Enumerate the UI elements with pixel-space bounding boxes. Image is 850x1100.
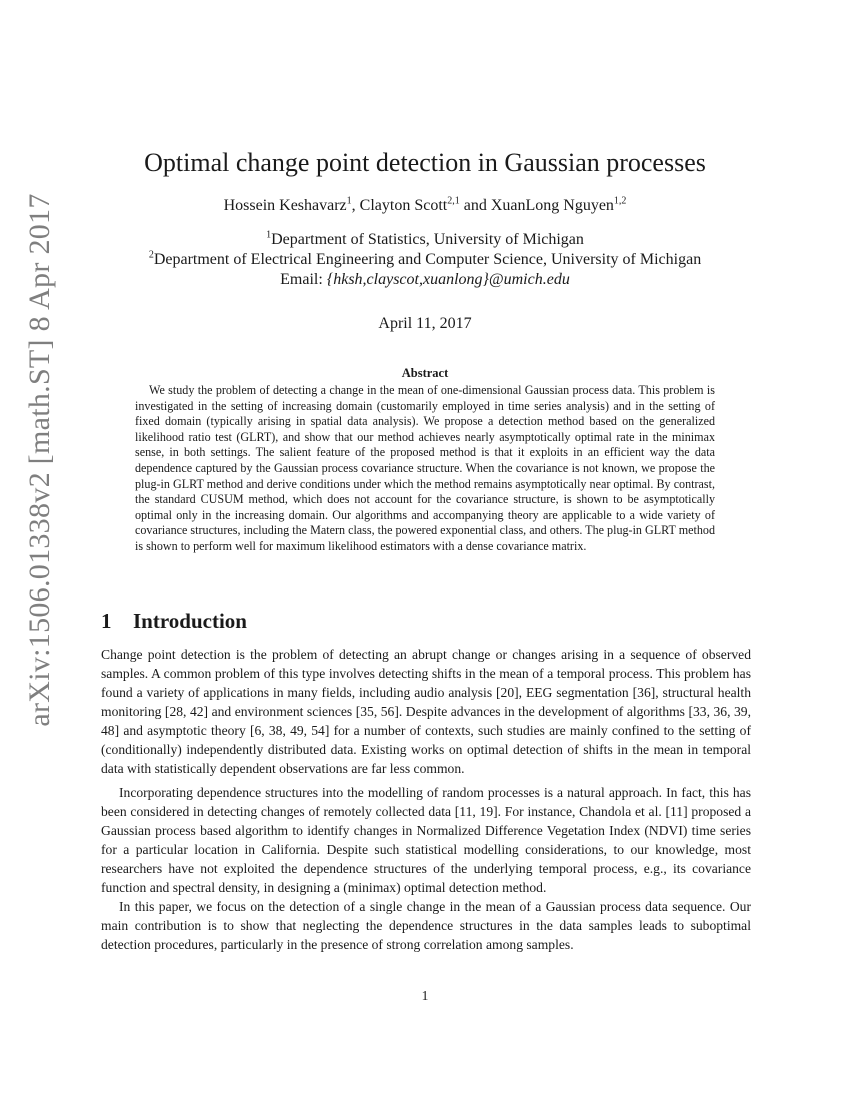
- affiliation-text: Department of Statistics, University of Michigan: [271, 231, 584, 248]
- body-paragraph: In this paper, we focus on the detection of a single change in the mean of a Gaussian process data sequence. Our main contribution is to show that neglecting the dependence structures in the data samples leads to suboptimal detection procedures, particularly in the presence of strong correlation among samples.: [101, 899, 751, 952]
- publication-date: April 11, 2017: [378, 315, 472, 332]
- author-affiliation-mark: 2,1: [447, 195, 460, 207]
- section-title: Introduction: [133, 609, 247, 633]
- page-number: 1: [421, 988, 429, 1003]
- affiliation: [100, 251, 750, 269]
- author-affiliation-mark: 1: [346, 195, 352, 207]
- author-separator: and: [459, 197, 491, 214]
- abstract-text: We study the problem of detecting a change in the mean of one-dimensional Gaussian process data. This problem is investigated in the setting of increasing domain (customarily employed in time series analysis) and in the setting of fixed domain (typically arising in spatial data analysis). We propose a detection method based on the generalized likelihood ratio test (GLRT), and show that our method achieves nearly asymptotically optimal rate in the minimax sense, in both settings. The salient feature of the proposed method is that it exploits in an efficient way the data dependence captured by the Gaussian process covariance structure. When the covariance is not known, we propose the plug-in GLRT method and derive conditions under which the method remains asymptotically near optimal. By contrast, the standard CUSUM method, which does not account for the covariance structure, is shown to be asymptotically optimal only in the increasing domain. Our algorithms and accompanying theory are applicable to a wide variety of covariance structures, including the Matern class, the powered exponential class, and others. The plug-in GLRT method is shown to perform well for maximum likelihood estimators with a dense covariance matrix.: [135, 383, 715, 553]
- arxiv-identifier: arXiv:1506.01338v2 [math.ST] 8 Apr 2017: [23, 193, 56, 727]
- contact-email: [100, 271, 750, 289]
- author-list: [100, 197, 750, 215]
- affiliation-mark: 1: [266, 229, 272, 241]
- body-paragraph: Change point detection is the problem of detecting an abrupt change or changes arising in a sequence of observed samples. A common problem of this type involves detecting shifts in the mean of a temporal process. This problem has found a variety of applications in many fields, including audio analysis [20], EEG segmentation [36], structural health monitoring [28, 42] and environment sciences [35, 56]. Despite advances in the development of algorithms [33, 36, 39, 48] and asymptotic theory [6, 38, 49, 54] for a number of contexts, such studies are mainly confined to the setting of (conditionally) independently distributed data. Existing works on optimal detection of shifts in the mean in temporal data with statistically dependent observations are far less common.: [101, 647, 751, 776]
- affiliation-text: Department of Electrical Engineering and Computer Science, University of Michigan: [153, 251, 702, 268]
- author-name: Hossein Keshavarz: [223, 197, 347, 214]
- paper-title: Optimal change point detection in Gaussian processes: [144, 148, 706, 177]
- author-name: Clayton Scott: [359, 197, 448, 214]
- author-affiliation-mark: 1,2: [613, 195, 627, 207]
- author-name: XuanLong Nguyen: [490, 197, 614, 214]
- email-label: Email:: [280, 271, 327, 288]
- affiliation: [100, 231, 750, 249]
- section-heading: [101, 609, 247, 634]
- section-number: 1: [101, 609, 112, 633]
- affiliation-mark: 2: [148, 249, 154, 261]
- author-separator: ,: [351, 197, 360, 214]
- email-address: {hksh,clayscot,xuanlong}@umich.edu: [326, 271, 570, 288]
- arxiv-side-stamp: [0, 0, 80, 1100]
- abstract-heading: Abstract: [401, 366, 449, 380]
- body-paragraph: Incorporating dependence structures into the modelling of random processes is a natural approach. In fact, this has been considered in detecting changes of remotely collected data [11, 19]. For instance, Chandola et al. [11] proposed a Gaussian process based algorithm to identify changes in Normalized Difference Vegetation Index (NDVI) time series for a particular location in California. Despite such statistical modelling considerations, to our knowledge, most researchers have not exploited the dependence structures of the underlying temporal process, e.g., its covariance function and spectral density, in designing a (minimax) optimal detection method.: [101, 785, 751, 895]
